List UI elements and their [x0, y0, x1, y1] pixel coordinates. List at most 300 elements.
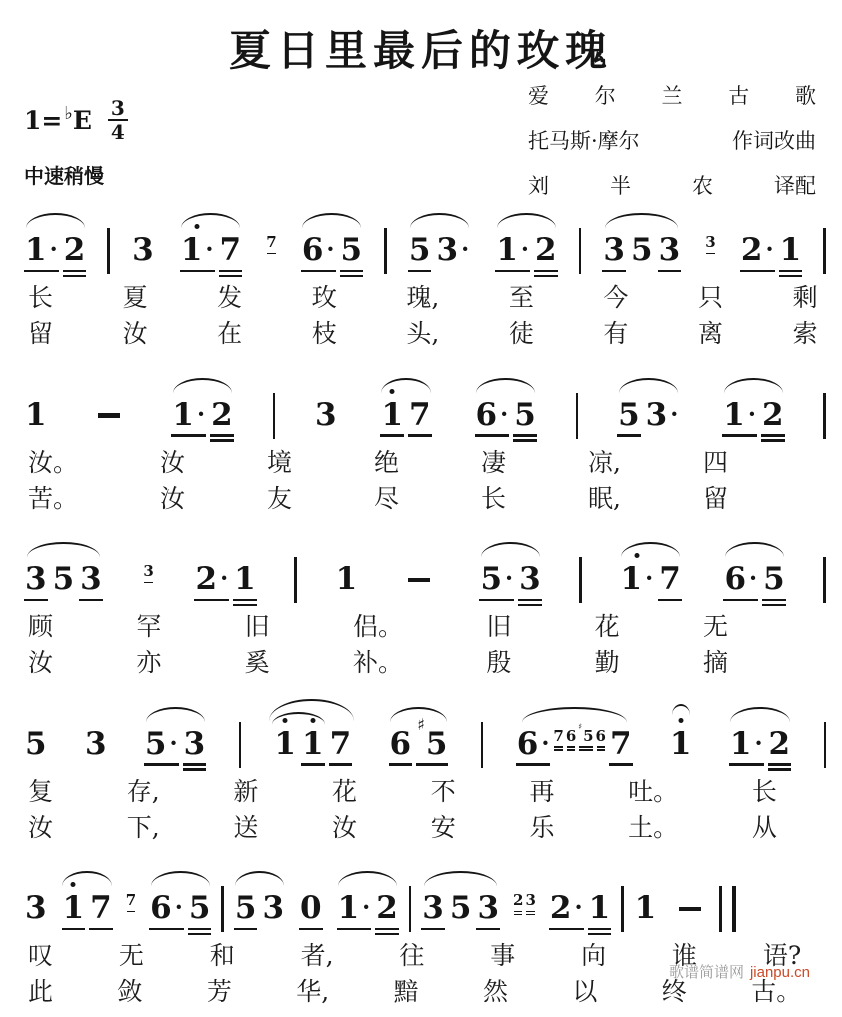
- lyric-syllable: 尽: [374, 483, 400, 513]
- note: [618, 561, 657, 597]
- note: [447, 890, 475, 926]
- note-number: 1: [723, 396, 745, 433]
- note-group: [598, 232, 685, 268]
- note: [419, 890, 447, 926]
- lyric-syllable: 汝: [160, 447, 186, 477]
- underline: [24, 599, 48, 602]
- underline: [340, 275, 364, 278]
- note-number: 5: [234, 890, 257, 926]
- underline: [144, 763, 179, 766]
- underline: [723, 599, 758, 602]
- note: [82, 725, 110, 762]
- note-number: 1: [335, 561, 358, 597]
- underline: [299, 928, 323, 931]
- note: [147, 890, 186, 926]
- note-number: 6: [301, 232, 324, 268]
- credit-text: 尔: [594, 84, 616, 108]
- note-number: 6: [389, 725, 412, 762]
- lyric-syllable: 下,: [126, 812, 160, 842]
- note-group: [702, 233, 718, 266]
- watermark: [669, 961, 810, 982]
- note-number: 2: [549, 890, 572, 926]
- credit-text: 歌: [795, 84, 816, 108]
- underline: [617, 434, 641, 437]
- note-number: 5: [763, 561, 785, 597]
- note: [378, 396, 406, 433]
- augmentation-dot: ·: [574, 894, 583, 922]
- note-number: 5: [514, 396, 536, 433]
- underline: [549, 928, 584, 931]
- note-group: [471, 396, 541, 433]
- augmentation-dot: ·: [169, 729, 178, 757]
- grace-note: [524, 893, 536, 908]
- note: [738, 232, 777, 268]
- barline: [107, 228, 110, 274]
- lyric-syllable: 凄: [481, 447, 507, 477]
- underline: [329, 763, 353, 766]
- key-signature: [24, 98, 128, 142]
- note-group: [510, 891, 539, 924]
- note-group: [417, 890, 504, 926]
- note-number: 2: [740, 232, 763, 268]
- note-number: 1: [634, 890, 657, 926]
- note-number: 5: [144, 725, 167, 762]
- time-signature: [108, 98, 128, 142]
- underline: [149, 928, 184, 931]
- note: [129, 232, 157, 268]
- underline: [188, 933, 212, 936]
- note: [586, 890, 614, 926]
- underline: [476, 928, 500, 931]
- note: [22, 396, 50, 433]
- underline: [554, 746, 562, 748]
- note-group: [20, 561, 107, 597]
- note-group: [167, 396, 237, 433]
- note-group: [331, 561, 363, 597]
- lyric-syllable: 往: [399, 941, 425, 970]
- note: [299, 232, 338, 268]
- sharp-sign: ♯: [578, 721, 583, 731]
- lyric-syllable: 黯: [393, 977, 419, 1007]
- note: [87, 890, 115, 926]
- barline: [579, 228, 582, 274]
- underline: [514, 914, 522, 916]
- grace-note: [512, 893, 524, 908]
- note: [312, 396, 340, 433]
- note: [232, 890, 260, 926]
- note: [231, 561, 259, 597]
- augmentation-dot: ·: [326, 236, 335, 264]
- note: [338, 232, 366, 268]
- octave-dot: [195, 224, 200, 229]
- note-group: [176, 232, 246, 268]
- note: [406, 232, 434, 268]
- underline: [706, 253, 714, 255]
- barline: [239, 722, 242, 768]
- note: [22, 890, 50, 926]
- augmentation-dot: ·: [747, 400, 756, 428]
- note-group: [333, 890, 403, 926]
- watermark-site-url: jianpu.cn: [749, 964, 810, 981]
- note: [667, 725, 695, 762]
- note-number: 3: [658, 232, 681, 268]
- underline: [768, 768, 792, 771]
- underline: [63, 270, 87, 273]
- lyric-syllable: 眠,: [588, 483, 621, 513]
- lyric-syllable: 在: [217, 319, 243, 349]
- underline: [63, 275, 87, 278]
- lyric-syllable: 汝: [28, 812, 54, 842]
- lyrics-row: [16, 609, 740, 645]
- note: [217, 232, 245, 268]
- underline: [768, 763, 792, 766]
- barline: [221, 886, 224, 932]
- note-group: [613, 396, 683, 433]
- lyric-syllable: 有: [603, 319, 629, 349]
- note-number: 1: [25, 232, 47, 268]
- note-number: 5: [340, 232, 363, 268]
- underline: [144, 582, 152, 584]
- note-number: 1: [669, 725, 692, 762]
- underline: [375, 933, 399, 936]
- underline: [779, 270, 803, 273]
- note-number: 5: [449, 890, 472, 926]
- lyric-syllable: 夏: [122, 283, 148, 312]
- note-number: 2: [63, 232, 86, 268]
- underline: [416, 763, 448, 766]
- lyric-syllable: 勤: [594, 648, 620, 678]
- lyric-syllable: 和: [209, 941, 235, 970]
- lyric-syllable: 无: [118, 941, 144, 970]
- lyric-syllable: 吐。: [628, 776, 679, 806]
- lyric-syllable: 从: [751, 812, 777, 842]
- lyric-syllable: 汝: [28, 648, 54, 678]
- score-line: [16, 852, 830, 1011]
- note-group: [20, 725, 52, 762]
- note: [760, 561, 788, 597]
- credit-line-composer: [528, 125, 816, 155]
- note-group: [545, 890, 615, 926]
- underline: [479, 599, 514, 602]
- underline: [408, 434, 432, 437]
- augmentation-dot: ·: [461, 236, 470, 264]
- underline: [588, 933, 612, 936]
- note-number: 2: [768, 725, 791, 762]
- note-number: 1: [62, 890, 85, 926]
- note: [414, 715, 450, 762]
- note: [22, 725, 50, 762]
- note-number: 3: [25, 890, 47, 926]
- credit-text: 农: [692, 174, 713, 198]
- underline: [513, 439, 537, 442]
- note: [547, 890, 586, 926]
- lyric-syllable: 然: [482, 977, 508, 1007]
- note: [759, 396, 787, 433]
- underline: [183, 763, 207, 766]
- note-group: [269, 725, 356, 762]
- lyric-syllable: 送: [233, 812, 259, 842]
- note-number: 5: [25, 725, 47, 762]
- note-number: 2: [513, 891, 524, 909]
- note-number: 3: [183, 725, 206, 762]
- note-group: [140, 725, 210, 762]
- underline: [658, 270, 682, 273]
- lyric-syllable: 事: [490, 941, 516, 970]
- underline: [534, 275, 558, 278]
- note-number: 6: [724, 561, 747, 597]
- note-group: [80, 725, 112, 762]
- grace-note: [565, 726, 577, 745]
- note: [50, 561, 78, 597]
- dash-note: [679, 907, 701, 912]
- underline: [514, 911, 522, 913]
- grace-note: [265, 235, 277, 250]
- credit-text: 作词改曲: [732, 129, 816, 153]
- note-group: [404, 232, 474, 268]
- barline: [576, 393, 579, 439]
- note-group: [310, 396, 342, 433]
- note-number: 3: [705, 233, 716, 251]
- dash-note: [98, 413, 120, 418]
- note-number: 1: [302, 725, 324, 762]
- note-number: 7: [553, 726, 564, 745]
- note: [208, 396, 236, 433]
- lyric-syllable: 凉,: [588, 447, 621, 477]
- note-number: 5: [630, 232, 653, 268]
- note-group: [190, 561, 260, 597]
- underline: [127, 911, 135, 913]
- key-prefix: 1=: [24, 105, 63, 135]
- lyric-syllable: 四: [702, 447, 728, 477]
- credit-text: 刘: [528, 174, 549, 198]
- note-number: 6: [516, 725, 539, 762]
- grace-note: [577, 721, 594, 745]
- lyric-syllable: 终: [661, 977, 687, 1007]
- notation-row: [16, 523, 830, 609]
- note-number: 7: [609, 725, 632, 762]
- note-number: 1: [588, 890, 611, 926]
- notation-row: [16, 688, 830, 774]
- note-number: 7: [219, 232, 242, 268]
- lyric-syllable: 旧: [486, 612, 512, 641]
- lyric-syllable: 离: [697, 319, 723, 349]
- final-barline: [719, 886, 736, 932]
- note-group: [145, 890, 215, 926]
- note-number: 3: [477, 890, 500, 926]
- note-number: 2: [211, 396, 233, 433]
- grace-note: [595, 726, 607, 745]
- underline: [421, 928, 445, 931]
- augmentation-dot: ·: [205, 236, 214, 264]
- note-group: [475, 561, 545, 597]
- underline: [194, 599, 229, 602]
- underline: [79, 599, 103, 602]
- augmentation-dot: ·: [754, 729, 763, 757]
- lyric-syllable: 叹: [28, 941, 54, 970]
- underline: [516, 763, 551, 766]
- note: [607, 725, 635, 762]
- note-number: 2: [535, 232, 557, 268]
- lyric-syllable: 剩: [792, 283, 818, 312]
- note-group: [616, 561, 686, 597]
- octave-dot: [71, 882, 76, 887]
- lyric-syllable: 新: [233, 776, 259, 806]
- sharp-sign: ♯: [417, 715, 425, 735]
- note-number: 1: [234, 561, 256, 597]
- lyric-syllable: 长: [481, 483, 507, 513]
- note: [473, 396, 512, 433]
- underline: [518, 599, 542, 602]
- underline: [729, 763, 764, 766]
- note: [327, 725, 355, 762]
- note: [721, 561, 760, 597]
- underline: [180, 270, 215, 273]
- underline: [602, 270, 626, 273]
- barline: [273, 393, 276, 439]
- note: [178, 232, 217, 268]
- note-group: [20, 396, 52, 433]
- underline: [761, 439, 785, 442]
- grace-note: [704, 235, 716, 250]
- underline: [526, 914, 534, 916]
- underline: [389, 763, 413, 766]
- underline: [597, 746, 605, 748]
- lyric-syllable: 乐: [529, 812, 555, 842]
- lyric-syllable: 留: [702, 483, 728, 513]
- lyric-syllable: 玫: [311, 283, 337, 312]
- note: [22, 232, 61, 268]
- note-number: 6: [565, 726, 577, 745]
- augmentation-dot: ·: [49, 236, 58, 264]
- note-number: 3: [314, 396, 337, 433]
- lyric-syllable: 罕: [136, 612, 162, 641]
- note-group: [263, 233, 279, 266]
- underline: [62, 928, 86, 931]
- credit-text: 古: [728, 84, 750, 108]
- note: [181, 725, 209, 762]
- underline: [301, 270, 336, 273]
- barline: [481, 722, 484, 768]
- watermark-site-name: 歌谱简谱网: [668, 964, 744, 981]
- underline: [475, 434, 510, 437]
- underline: [740, 270, 775, 273]
- note: [259, 890, 287, 926]
- note-group: [630, 890, 662, 926]
- note-group: [667, 907, 713, 925]
- underline: [588, 928, 612, 931]
- octave-dot: [634, 553, 639, 558]
- lyric-syllable: 今: [603, 283, 629, 312]
- lyric-syllable: 者,: [300, 941, 334, 970]
- underline: [534, 270, 558, 273]
- note: [720, 396, 759, 433]
- lyric-syllable: 无: [702, 612, 728, 641]
- note: [511, 396, 539, 433]
- grace-note: [125, 893, 137, 908]
- lyric-syllable: 复: [28, 776, 54, 806]
- score-line: [16, 359, 830, 518]
- note-number: 5: [52, 561, 75, 597]
- note-number: 6: [595, 726, 606, 745]
- underline: [761, 434, 785, 437]
- augmentation-dot: ·: [749, 565, 758, 593]
- augmentation-dot: ·: [500, 400, 509, 428]
- barline: [409, 886, 412, 932]
- lyric-syllable: 友: [267, 483, 293, 513]
- barline: [823, 393, 826, 439]
- note: [656, 232, 684, 268]
- note: [656, 561, 684, 597]
- octave-dot: [283, 718, 288, 723]
- dash-note: [408, 578, 430, 583]
- note-group: [376, 396, 435, 433]
- note: [433, 232, 472, 268]
- octave-dot: [310, 718, 315, 723]
- lyric-syllable: 安: [430, 812, 456, 842]
- underline: [301, 763, 325, 766]
- lyric-syllable: 再: [529, 776, 555, 806]
- note: [628, 232, 656, 268]
- notation-row: [16, 194, 830, 280]
- credit-text: 半: [610, 174, 631, 198]
- note-group: [123, 891, 139, 924]
- note-group: [20, 232, 90, 268]
- underline: [658, 599, 682, 602]
- note-number: 1: [620, 561, 643, 597]
- underline: [171, 434, 206, 437]
- note: [77, 561, 105, 597]
- note-number: 7: [266, 233, 277, 251]
- note-group: [718, 396, 788, 433]
- lyric-syllable: 奚: [244, 648, 270, 678]
- note-number: 1: [180, 232, 203, 268]
- note-number: 7: [125, 891, 137, 909]
- underline: [219, 275, 243, 278]
- note: [271, 725, 299, 762]
- note-number: 1: [274, 725, 296, 762]
- augmentation-dot: ·: [520, 236, 530, 264]
- barline: [294, 557, 297, 603]
- note-number: 3: [25, 561, 47, 597]
- note-number: 6: [150, 890, 172, 926]
- notation-row: [16, 852, 740, 938]
- credit-text: 兰: [661, 84, 683, 108]
- underline: [233, 604, 257, 607]
- note: [406, 396, 434, 433]
- note-group: [665, 725, 697, 762]
- note: [516, 561, 544, 597]
- note-number: 1: [496, 232, 518, 268]
- note: [532, 232, 560, 268]
- note-number: 1: [25, 396, 47, 433]
- meter-denominator: 4: [110, 120, 125, 144]
- lyric-syllable: 境: [267, 447, 293, 477]
- underline: [579, 746, 592, 748]
- note-number: 5: [618, 396, 640, 433]
- note: [615, 396, 643, 433]
- lyric-syllable: 长: [751, 776, 777, 806]
- note: [22, 561, 50, 597]
- note: [142, 725, 181, 762]
- lyrics-row: [16, 774, 789, 810]
- tempo-marking: 中速稍慢: [24, 166, 104, 188]
- note: [299, 725, 327, 762]
- lyric-syllable: 华,: [296, 977, 330, 1007]
- lyric-syllable: 长: [28, 283, 54, 312]
- underline: [762, 604, 786, 607]
- meter-numerator: 3: [108, 98, 128, 121]
- credit-line-origin: [528, 80, 816, 110]
